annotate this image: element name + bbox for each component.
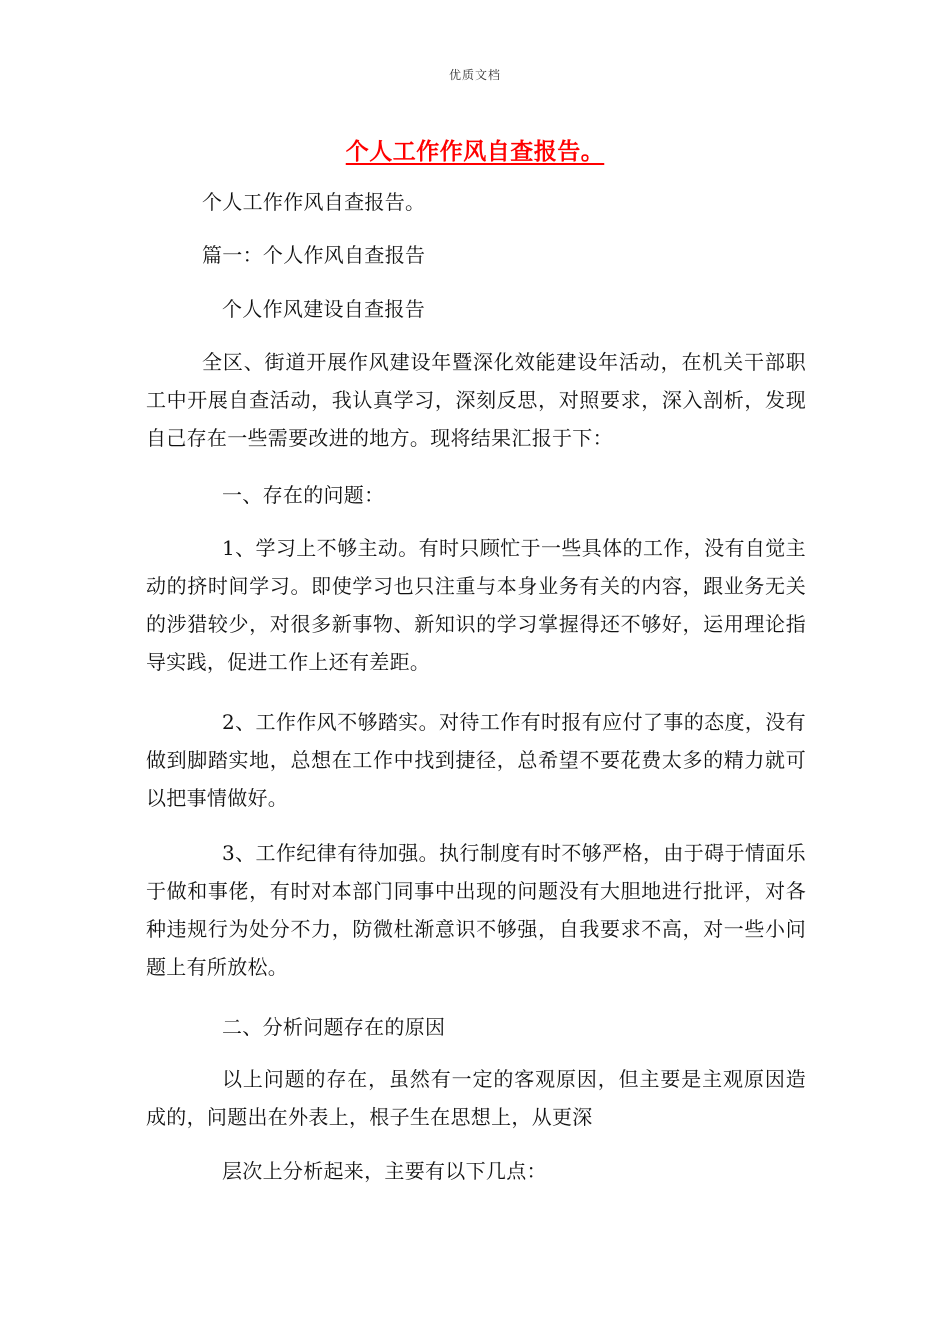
paragraph-intro: 全区、街道开展作风建设年暨深化效能建设年活动，在机关干部职工中开展自查活动，我认真学习，深刻反思，对照要求，深入剖析，发现自己存在一些需要改进的地方。现将结果汇报于下： xyxy=(146,350,806,450)
paragraph-report-title: 个人作风建设自查报告 xyxy=(222,297,425,321)
document-title: 个人工作作风自查报告。 xyxy=(345,139,605,165)
paragraph-problem-1: 1、学习上不够主动。有时只顾忙于一些具体的工作，没有自觉主动的挤时间学习。即使学习也只注重与本身业务有关的内容，跟业务无关的涉猎较少，对很多新事物、新知识的学习掌握得还不够好，运用理论指导实践，促进工作上还有差距。 xyxy=(146,536,806,674)
paragraph-causes-continued: 层次上分析起来，主要有以下几点： xyxy=(222,1159,547,1183)
section-heading-causes: 二、分析问题存在的原因 xyxy=(222,1015,446,1039)
paragraph-part-heading: 篇一：个人作风自查报告 xyxy=(202,243,426,267)
paragraph-causes-intro: 以上问题的存在，虽然有一定的客观原因，但主要是主观原因造成的，问题出在外表上，根子生在思想上，从更深 xyxy=(146,1067,806,1129)
section-heading-problems: 一、存在的问题： xyxy=(222,483,385,507)
document-title-container xyxy=(0,133,950,166)
paragraph-problem-3: 3、工作纪律有待加强。执行制度有时不够严格，由于碍于情面乐于做和事佬，有时对本部门同事中出现的问题没有大胆地进行批评，对各种违规行为处分不力，防微杜渐意识不够强，自我要求不高，对一些小问题上有所放松。 xyxy=(146,841,806,979)
paragraph-subtitle: 个人工作作风自查报告。 xyxy=(202,190,426,214)
page-header: 优质文档 xyxy=(448,68,501,82)
paragraph-problem-2: 2、工作作风不够踏实。对待工作有时报有应付了事的态度，没有做到脚踏实地，总想在工作中找到捷径，总希望不要花费太多的精力就可以把事情做好。 xyxy=(146,710,806,810)
